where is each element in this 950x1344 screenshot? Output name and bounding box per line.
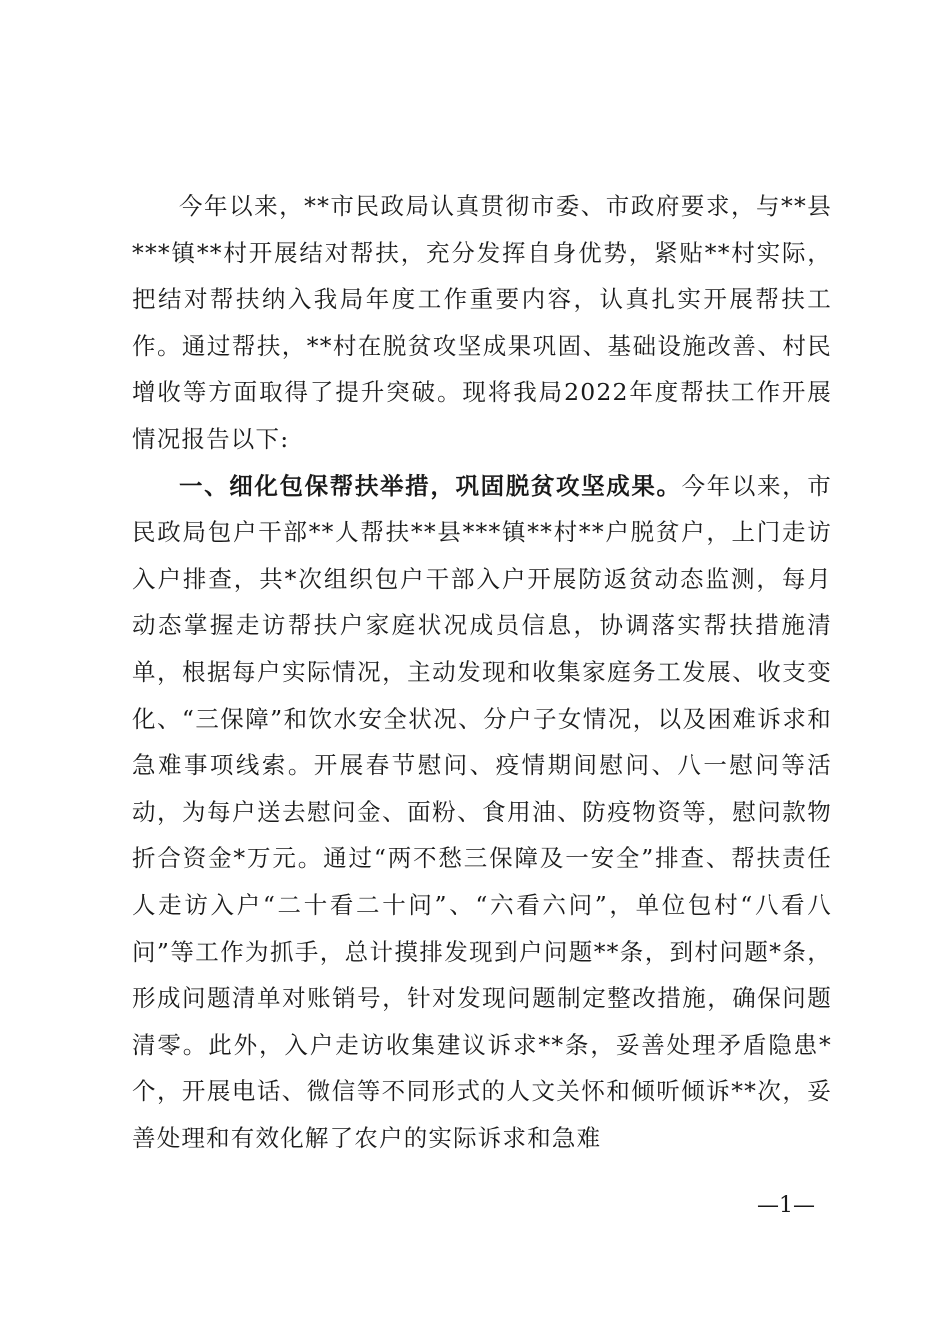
page-number: —1— [757,1193,815,1218]
section-one-paragraph [132,463,832,1162]
document-body [132,183,832,1161]
section-one-heading: 一、细化包保帮扶举措，巩固脱贫攻坚成果。 [179,471,682,500]
section-one-body: 今年以来，市民政局包户干部**人帮扶**县***镇**村**户脱贫户，上门走访入户排查，共*次组织包户干部入户开展防返贫动态监测，每月动态掌握走访帮扶户家庭状况成员信息，协调落实帮扶措施清单，根据每户实际情况，主动发现和收集家庭务工发展、收支变化、“三保障”和饮水安全状况、分户子女情况，以及困难诉求和急难事项线索。开展春节慰问、疫情期间慰问、八一慰问等活动，为每户送去慰问金、面粉、食用油、防疫物资等，慰问款物折合资金*万元。通过“两不愁三保障及一安全”排查、帮扶责任人走访入户“二十看二十问”、“六看六问”，单位包村“八看八问”等工作为抓手，总计摸排发现到户问题**条，到村问题*条，形成问题清单对账销号，针对发现问题制定整改措施，确保问题清零。此外，入户走访收集建议诉求**条，妥善处理矛盾隐患*个，开展电话、微信等不同形式的人文关怀和倾听倾诉**次，妥善处理和有效化解了农户的实际诉求和急难 [132,471,832,1152]
intro-paragraph: 今年以来，**市民政局认真贯彻市委、市政府要求，与**县***镇**村开展结对帮扶，充分发挥自身优势，紧贴**村实际，把结对帮扶纳入我局年度工作重要内容，认真扎实开展帮扶工作。通过帮扶，**村在脱贫攻坚成果巩固、基础设施改善、村民增收等方面取得了提升突破。现将我局2022年度帮扶工作开展情况报告以下: [132,192,832,453]
